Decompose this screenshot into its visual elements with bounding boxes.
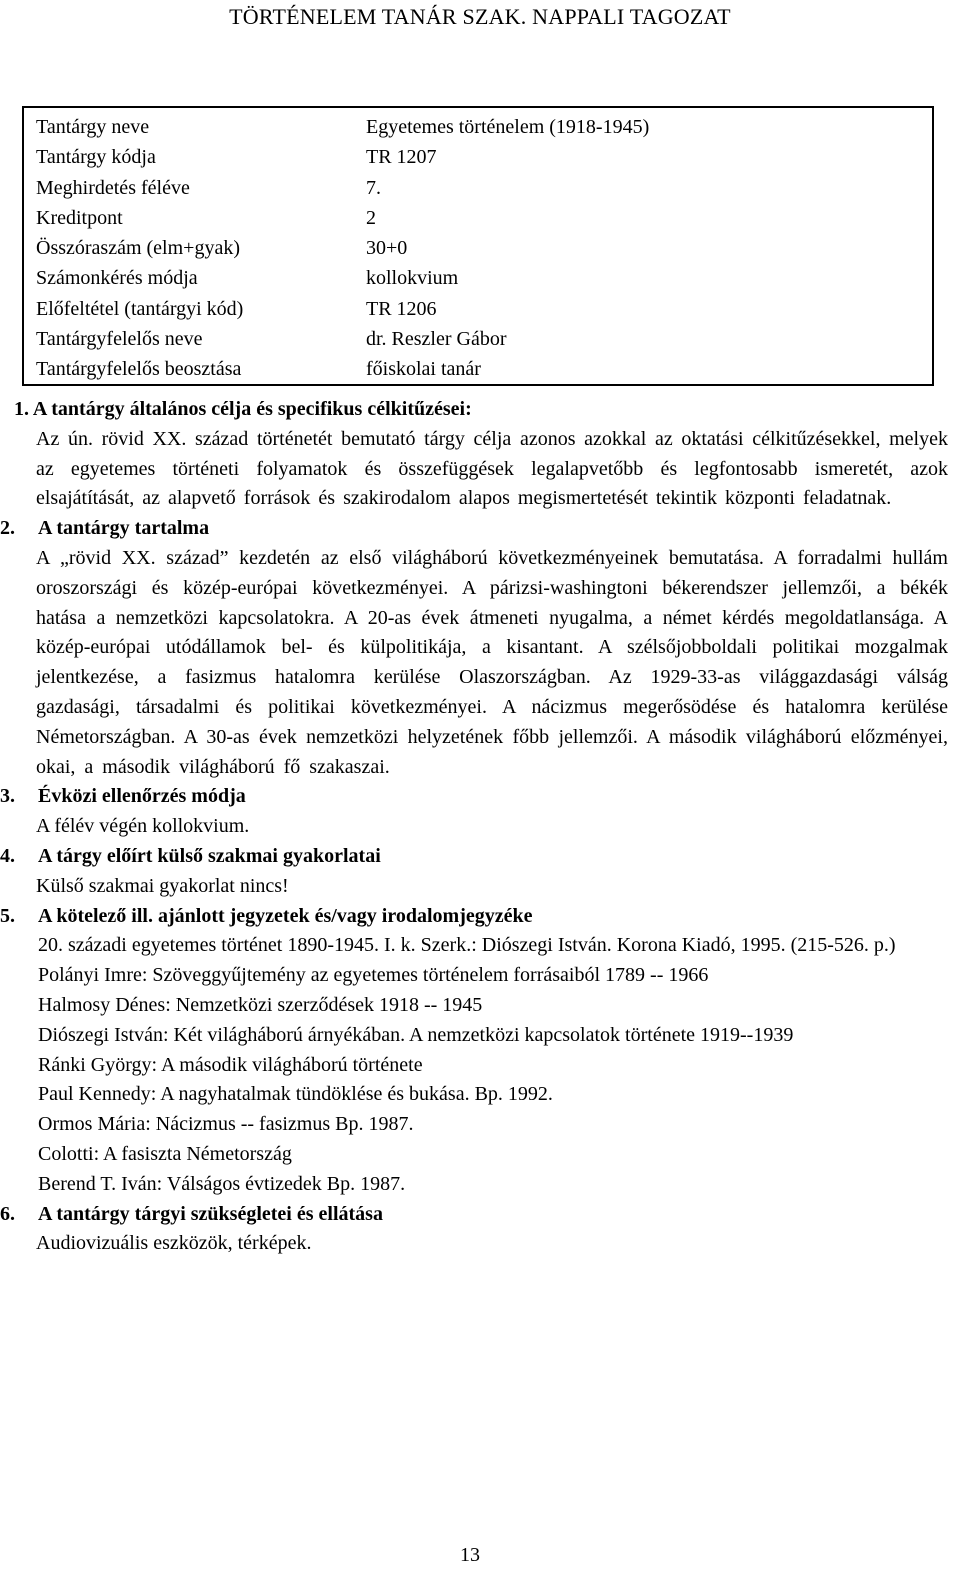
info-row — [24, 203, 932, 233]
info-value: Egyetemes történelem (1918-1945) — [366, 116, 650, 138]
info-row — [24, 263, 932, 293]
info-value: kollokvium — [366, 267, 459, 290]
info-label: Előfeltétel (tantárgyi kód) — [36, 297, 244, 320]
section-text-content: A „rövid XX. század” kezdetén az első világháború következményeinek bemutatása. A forradalmi hullám oroszországi és közép-európai következményei. A párizsi-washingtoni békerendszer jellemzői, a békék hatása a nemzetközi kapcsolatokra. A 20-as évek átmeneti nyugalma, a német kérdés megoldatlansága. A közép-európai utódállamok bel- és külpolitikája, a kisantant. A szélsőjobboldali politikai mozgalmak jelentkezése, a fasizmus hatalomra kerülése Olaszországban. Az 1929-33-as világgazdasági válság gazdasági, társadalmi és politikai következményei. A nácizmus megerősödése és hatalomra kerülése Németországban. A 30-as évek nemzetközi helyzetének főbb jellemzői. A második világháború előzményei, okai, a második világháború fő szakaszai. — [36, 546, 948, 778]
info-row — [24, 142, 932, 172]
info-value: 30+0 — [366, 237, 408, 260]
section-heading-bibliography — [0, 902, 960, 932]
page-number: 13 — [460, 1544, 480, 1566]
info-row — [24, 173, 932, 203]
info-label: Számonkérés módja — [36, 267, 198, 290]
bibliography-item: 20. századi egyetemes történet 1890-1945. I. k. Szerk.: Diószegi István. Korona Kiadó, 1995. (215-526. p.) — [38, 934, 896, 957]
info-label: Tantárgyfelelős neve — [36, 328, 203, 351]
info-value: 7. — [366, 176, 381, 199]
bibliography-item: Colotti: A fasiszta Németország — [38, 1142, 292, 1165]
bibliography-item: Diószegi István: Két világháború árnyékában. A nemzetközi kapcsolatok története 1919--1939 — [38, 1023, 794, 1046]
document-body — [0, 395, 960, 1259]
info-row — [24, 112, 932, 142]
course-info-table — [22, 106, 934, 386]
info-label: Összóraszám (elm+gyak) — [36, 237, 240, 260]
section-number: 1. — [14, 398, 29, 420]
section-heading-practice — [0, 842, 960, 872]
bibliography-item: Ránki György: A második világháború története — [38, 1053, 423, 1076]
section-heading-content — [0, 514, 960, 544]
section-text-goals: Az ún. rövid XX. század történetét bemutató tárgy célja azonos azokkal az oktatási célkitűzésekkel, melyek az egyetemes történeti folyamatok és összefüggések legalapvetőbb és legfontosabb ismeretét, azok elsajátítását, az alapvető források és szakirodalom alapos megismertetését tekintik központi feladatnak. — [36, 427, 948, 510]
section-number: 4. — [0, 844, 15, 867]
section-title: A tantárgy általános célja és specifikus célkitűzései: — [32, 398, 472, 420]
bibliography-item: Ormos Mária: Nácizmus -- fasizmus Bp. 1987. — [38, 1113, 414, 1136]
info-value: dr. Reszler Gábor — [366, 328, 507, 351]
section-number: 2. — [0, 517, 15, 540]
info-label: Meghirdetés féléve — [36, 176, 190, 199]
page-header: TÖRTÉNELEM TANÁR SZAK. NAPPALI TAGOZAT — [229, 4, 731, 29]
info-label: Tantárgy neve — [36, 116, 150, 138]
section-number: 5. — [0, 904, 15, 927]
section-title: A tantárgy tárgyi szükségletei és ellátása — [38, 1202, 383, 1225]
info-row — [24, 354, 932, 384]
bibliography-item: Paul Kennedy: A nagyhatalmak tündöklése és bukása. Bp. 1992. — [38, 1083, 553, 1106]
info-label: Kreditpont — [36, 206, 123, 229]
section-text-assessment: A félév végén kollokvium. — [36, 815, 250, 838]
section-heading-goals — [0, 395, 960, 425]
section-heading-equipment — [0, 1200, 960, 1230]
info-value: főiskolai tanár — [366, 358, 481, 381]
bibliography-list — [38, 931, 948, 1199]
section-number: 6. — [0, 1202, 15, 1225]
info-row — [24, 324, 932, 354]
bibliography-item: Berend T. Iván: Válságos évtizedek Bp. 1987. — [38, 1172, 406, 1195]
info-value: TR 1207 — [366, 146, 437, 169]
info-label: Tantárgy kódja — [36, 146, 156, 169]
section-heading-assessment — [0, 782, 960, 812]
info-label: Tantárgyfelelős beosztása — [36, 358, 242, 381]
section-title: A tárgy előírt külső szakmai gyakorlatai — [38, 844, 381, 867]
section-text-practice: Külső szakmai gyakorlat nincs! — [36, 874, 289, 897]
section-text-equipment: Audiovizuális eszközök, térképek. — [36, 1232, 312, 1255]
info-value: 2 — [366, 206, 376, 229]
section-title: Évközi ellenőrzés módja — [38, 785, 246, 808]
section-title: A tantárgy tartalma — [38, 517, 210, 540]
info-row — [24, 294, 932, 324]
bibliography-item: Polányi Imre: Szöveggyűjtemény az egyetemes történelem forrásaiból 1789 -- 1966 — [38, 964, 709, 987]
section-title: A kötelező ill. ajánlott jegyzetek és/vagy irodalomjegyzéke — [38, 904, 533, 927]
info-value: TR 1206 — [366, 297, 437, 320]
info-row — [24, 233, 932, 263]
section-number: 3. — [0, 785, 15, 808]
bibliography-item: Halmosy Dénes: Nemzetközi szerződések 1918 -- 1945 — [38, 993, 483, 1016]
